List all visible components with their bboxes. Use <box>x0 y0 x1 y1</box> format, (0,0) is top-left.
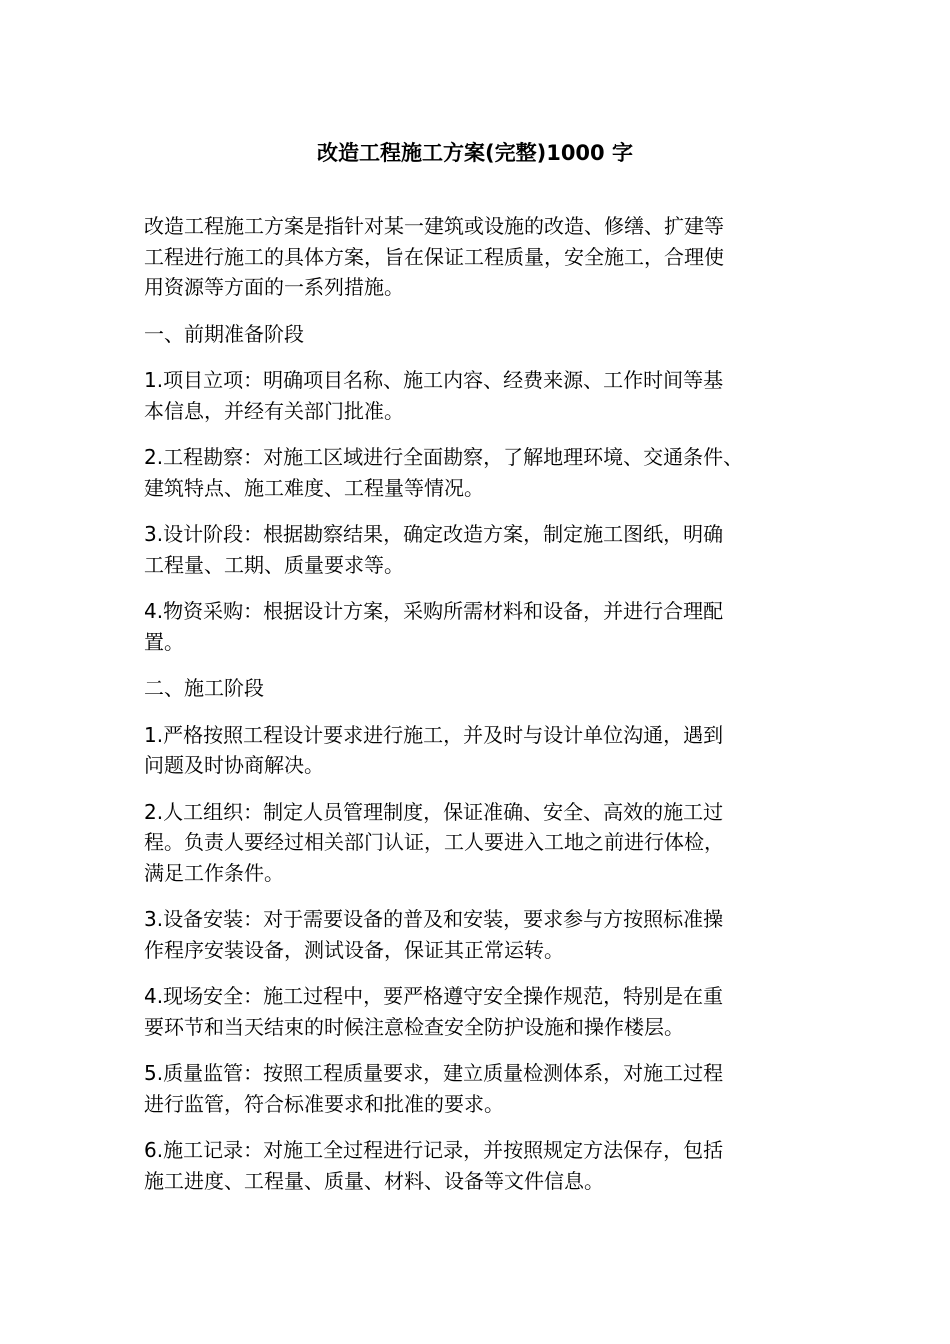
section-heading-preparation <box>144 319 804 350</box>
text-line: 3.设备安装：对于需要设备的普及和安装，要求参与方按照标准操 <box>144 907 724 931</box>
text-line: 满足工作条件。 <box>144 860 284 885</box>
text-line: 一、前期准备阶段 <box>144 321 304 346</box>
text-line: 6.施工记录：对施工全过程进行记录，并按照规定方法保存，包括 <box>144 1138 724 1162</box>
text-line: 5.质量监管：按照工程质量要求，建立质量检测体系，对施工过程 <box>144 1061 724 1085</box>
text-line: 4.物资采购：根据设计方案，采购所需材料和设备，并进行合理配 <box>144 599 724 623</box>
text-line: 2.人工组织：制定人员管理制度，保证准确、安全、高效的施工过 <box>144 799 724 824</box>
list-item-follow-design <box>144 720 804 781</box>
list-item-quality-supervision <box>144 1058 804 1119</box>
text-line: 作程序安装设备，测试设备，保证其正常运转。 <box>144 937 564 962</box>
intro-paragraph <box>144 211 804 303</box>
list-item-equipment-installation <box>144 904 804 965</box>
list-item-site-survey <box>144 442 804 503</box>
document-title: 改造工程施工方案(完整)1000 字 <box>317 141 633 165</box>
text-line: 要环节和当天结束的时候注意检查安全防护设施和操作楼层。 <box>144 1014 684 1039</box>
text-line: 1.严格按照工程设计要求进行施工，并及时与设计单位沟通，遇到 <box>144 722 724 747</box>
text-line: 改造工程施工方案是指针对某一建筑或设施的改造、修缮、扩建等 <box>144 214 724 238</box>
list-item-procurement <box>144 596 804 657</box>
list-item-labor-organization <box>144 797 804 889</box>
text-line: 用资源等方面的一系列措施。 <box>144 275 404 299</box>
text-line: 进行监管，符合标准要求和批准的要求。 <box>144 1091 504 1116</box>
section-heading-construction <box>144 673 804 704</box>
list-item-construction-records <box>144 1135 804 1196</box>
document-body <box>144 211 804 1212</box>
list-item-design-stage <box>144 519 804 580</box>
text-line: 1.项目立项：明确项目名称、施工内容、经费来源、工作时间等基 <box>144 368 724 392</box>
list-item-project-approval <box>144 365 804 426</box>
list-item-site-safety <box>144 981 804 1042</box>
text-line: 施工进度、工程量、质量、材料、设备等文件信息。 <box>144 1168 604 1193</box>
text-line: 工程进行施工的具体方案，旨在保证工程质量，安全施工，合理使 <box>144 244 724 269</box>
text-line: 4.现场安全：施工过程中，要严格遵守安全操作规范，特别是在重 <box>144 984 724 1008</box>
text-line: 建筑特点、施工难度、工程量等情况。 <box>144 475 484 500</box>
text-line: 工程量、工期、质量要求等。 <box>144 552 404 577</box>
text-line: 本信息，并经有关部门批准。 <box>144 398 404 423</box>
text-line: 2.工程勘察：对施工区域进行全面勘察，了解地理环境、交通条件、 <box>144 445 744 469</box>
text-line: 程。负责人要经过相关部门认证，工人要进入工地之前进行体检， <box>144 830 724 854</box>
text-line: 二、施工阶段 <box>144 676 264 700</box>
text-line: 3.设计阶段：根据勘察结果，确定改造方案，制定施工图纸，明确 <box>144 522 724 546</box>
text-line: 问题及时协商解决。 <box>144 753 324 777</box>
text-line: 置。 <box>144 629 184 654</box>
